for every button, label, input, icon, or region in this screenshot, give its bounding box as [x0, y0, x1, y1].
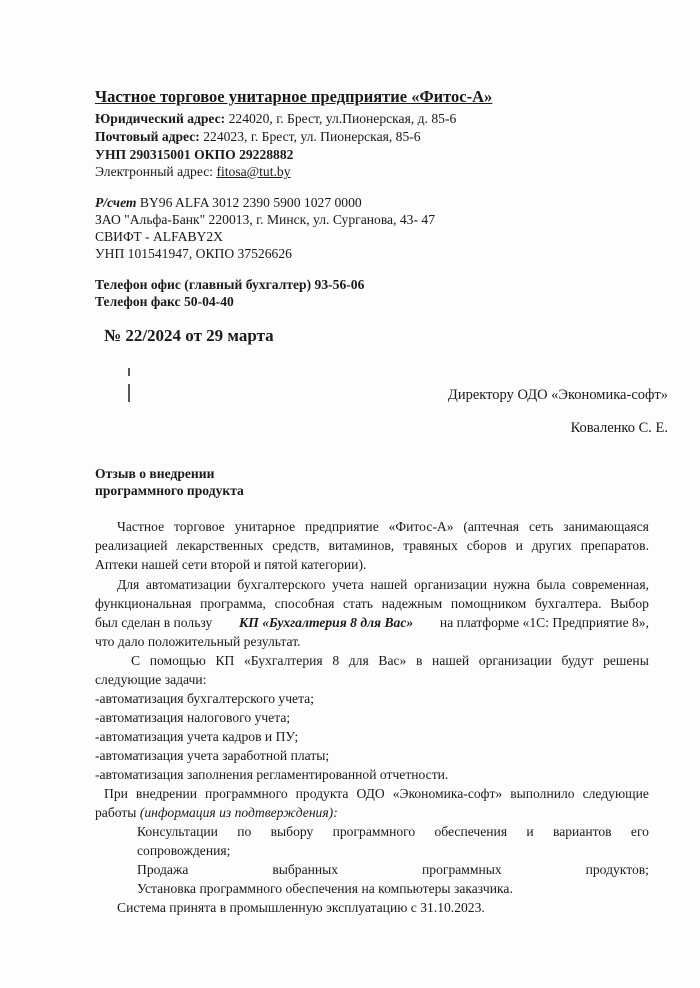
- work-item-3: Установка программного обеспечения на компьютеры заказчика.: [137, 881, 513, 896]
- word: внедрении: [135, 786, 198, 801]
- email-line: [95, 164, 291, 180]
- word: автоматизации: [145, 577, 231, 592]
- scan-mark: [128, 368, 130, 376]
- word: организации: [413, 577, 487, 592]
- word: программного: [332, 824, 416, 839]
- task-item: -автоматизация учета заработной платы;: [95, 748, 330, 763]
- word: «Экономика-софт»: [392, 786, 503, 801]
- word: сборов: [466, 538, 507, 553]
- paragraph-2-text-a: был сделан в пользу: [95, 615, 213, 630]
- word: травяных: [403, 538, 458, 553]
- task-item: -автоматизация учета кадров и ПУ;: [95, 729, 299, 744]
- word: и: [515, 538, 523, 553]
- phone-fax: Телефон факс 50-04-40: [95, 294, 234, 309]
- word: других: [531, 538, 572, 553]
- word: Вас»: [378, 653, 407, 668]
- word: нашей: [432, 653, 470, 668]
- task-item: -автоматизация бухгалтерского учета;: [95, 691, 314, 706]
- paragraph-2-line-2: [95, 596, 649, 612]
- word: учета: [332, 577, 364, 592]
- paragraph-4-note: (информация из подтверждения):: [139, 805, 338, 820]
- email-label: Электронный адрес:: [95, 164, 214, 179]
- word: для: [348, 653, 369, 668]
- company-ids: УНП 290315001 ОКПО 29228882: [95, 147, 294, 162]
- word: ОДО: [356, 786, 385, 801]
- word: помощью: [149, 653, 206, 668]
- company-name: Частное торговое унитарное предприятие «Фитос-А»: [95, 87, 493, 106]
- word: Выбор: [610, 596, 649, 611]
- word: реализацией: [95, 538, 168, 553]
- word: При: [104, 786, 128, 801]
- word: стать: [342, 596, 373, 611]
- bank-name: ЗАО "Альфа-Банк" 220013, г. Минск, ул. Сурганова, 43- 47: [95, 212, 436, 227]
- postal-address: [95, 129, 421, 145]
- word: программного: [205, 786, 288, 801]
- paragraph-4-line-2: [95, 805, 338, 821]
- word: по: [237, 824, 252, 839]
- word: выбору: [270, 824, 314, 839]
- recipient-title: Директору ОДО «Экономика-софт»: [447, 387, 668, 403]
- paragraph-1-line-2: [95, 538, 649, 554]
- postal-address-value: 224023, г. Брест, ул. Пионерская, 85-6: [203, 129, 421, 144]
- work-item-2: [137, 862, 649, 878]
- word: средств,: [272, 538, 320, 553]
- paragraph-3-line-1: [131, 653, 649, 669]
- bank-account-label: Р/счет: [95, 195, 137, 210]
- word: выбранных: [272, 862, 339, 877]
- word: сеть: [528, 519, 554, 534]
- email-link[interactable]: fitosa@tut.by: [216, 164, 291, 179]
- word: С: [131, 653, 141, 668]
- word: помощником: [450, 596, 527, 611]
- word: следующие: [582, 786, 649, 801]
- word: Частное: [117, 519, 165, 534]
- bank-swift: СВИФТ - ALFABY2X: [95, 229, 223, 244]
- task-item: -автоматизация налогового учета;: [95, 710, 291, 725]
- legal-address: [95, 111, 456, 127]
- word: программа,: [200, 596, 266, 611]
- work-item-1-line-1: [137, 824, 649, 840]
- word: «Фитос-А»: [388, 519, 454, 534]
- word: (аптечная: [463, 519, 520, 534]
- word: препаратов.: [580, 538, 649, 553]
- bank-account-value: BY96 ALFA 3012 2390 5900 1027 0000: [139, 195, 362, 210]
- word: бухгалтерского: [237, 577, 326, 592]
- word: в: [415, 653, 423, 668]
- word: унитарное: [234, 519, 296, 534]
- word: занимающаяся: [563, 519, 649, 534]
- postal-address-label: Почтовый адрес:: [95, 129, 200, 144]
- word: Для: [117, 577, 140, 592]
- word: решены: [603, 653, 649, 668]
- paragraph-4-line-1: [104, 786, 649, 802]
- bank-ids: УНП 101541947, ОКПО 37526626: [95, 246, 292, 261]
- word: нашей: [370, 577, 408, 592]
- paragraph-2-line-1: [117, 577, 649, 593]
- word: «Бухгалтерия: [243, 653, 323, 668]
- word: функциональная: [95, 596, 192, 611]
- product-name: КП «Бухгалтерия 8 для Вас»: [239, 615, 414, 630]
- word: КП: [215, 653, 235, 668]
- word: Продажа: [137, 862, 189, 877]
- word: и: [526, 824, 534, 839]
- word: программных: [422, 862, 502, 877]
- paragraph-2-line-4: что дало положительный результат.: [95, 634, 301, 649]
- word: продукта: [295, 786, 349, 801]
- phone-office: Телефон офис (главный бухгалтер) 93-56-06: [95, 277, 365, 292]
- paragraph-2-line-3: [95, 615, 649, 631]
- word: обеспечения: [434, 824, 508, 839]
- word: бухгалтера.: [534, 596, 602, 611]
- legal-address-value: 224020, г. Брест, ул.Пионерская, д. 85-6: [228, 111, 457, 126]
- task-item: -автоматизация заполнения регламентированной отчетности.: [95, 767, 449, 782]
- word: способная: [274, 596, 335, 611]
- word: витаминов,: [328, 538, 395, 553]
- document-number: № 22/2024 от 29 марта: [104, 326, 274, 345]
- subject-line-2: программного продукта: [95, 483, 244, 498]
- paragraph-3-line-2: следующие задачи:: [95, 672, 207, 687]
- word: его: [630, 824, 649, 839]
- word: выполнило: [510, 786, 575, 801]
- bank-account: [95, 195, 362, 211]
- final-statement: Система принята в промышленную эксплуатацию с 31.10.2023.: [117, 900, 485, 915]
- legal-address-label: Юридический адрес:: [95, 111, 226, 126]
- word: лекарственных: [176, 538, 264, 553]
- word: предприятие: [305, 519, 379, 534]
- word: современная,: [572, 577, 649, 592]
- recipient-name: Коваленко С. Е.: [570, 420, 668, 436]
- word: нужна: [493, 577, 531, 592]
- word: будут: [561, 653, 594, 668]
- word: организации: [478, 653, 552, 668]
- word: надежным: [381, 596, 443, 611]
- word: продуктов;: [585, 862, 649, 877]
- scan-mark: [128, 384, 130, 402]
- paragraph-1-line-1: [117, 519, 649, 535]
- work-item-1-line-2: сопровождения;: [137, 843, 231, 858]
- word: была: [536, 577, 566, 592]
- word: Консультации: [137, 824, 218, 839]
- paragraph-2-text-b: на платформе «1С: Предприятие 8»,: [439, 615, 649, 630]
- subject-line-1: Отзыв о внедрении: [95, 466, 215, 481]
- word: торговое: [174, 519, 225, 534]
- paragraph-1-line-3: Аптеки нашей сети второй и пятой категории).: [95, 557, 367, 572]
- paragraph-4-text-a: работы: [95, 805, 137, 820]
- word: 8: [332, 653, 340, 668]
- word: вариантов: [552, 824, 612, 839]
